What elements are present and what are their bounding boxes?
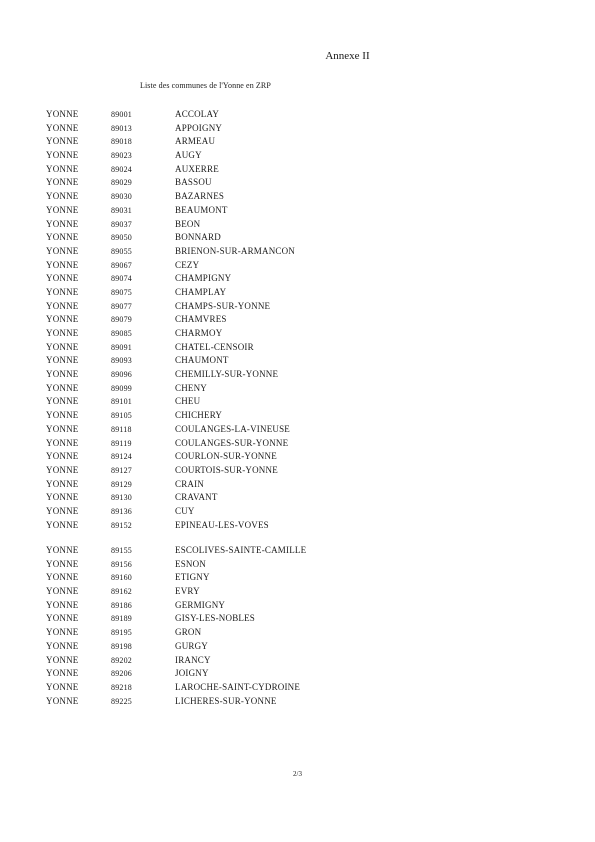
department-cell: YONNE — [46, 627, 79, 638]
department-cell: YONNE — [46, 259, 79, 270]
commune-cell: BONNARD — [175, 232, 221, 243]
code-cell: 89189 — [111, 614, 132, 624]
department-cell: YONNE — [46, 586, 79, 597]
commune-cell: CEZY — [175, 259, 200, 270]
department-cell: YONNE — [46, 232, 79, 243]
table-row — [46, 259, 546, 273]
commune-cell: GISY-LES-NOBLES — [175, 613, 256, 624]
department-cell: YONNE — [46, 492, 79, 503]
department-cell: YONNE — [46, 355, 79, 366]
code-cell: 89074 — [111, 274, 132, 284]
department-cell: YONNE — [46, 382, 79, 393]
table-row — [46, 571, 546, 585]
table-row — [46, 505, 546, 519]
code-cell: 89099 — [111, 383, 132, 393]
commune-cell: ETIGNY — [175, 572, 210, 583]
code-cell: 89136 — [111, 506, 132, 516]
department-cell: YONNE — [46, 545, 79, 555]
table-row — [46, 558, 546, 572]
commune-cell: GRON — [175, 627, 202, 638]
table-row — [46, 695, 546, 709]
department-cell: YONNE — [46, 341, 79, 352]
table-row — [46, 163, 546, 177]
table-row — [46, 681, 546, 695]
commune-cell: CRAVANT — [175, 492, 218, 503]
commune-cell: CHAMVRES — [175, 314, 227, 325]
department-cell: YONNE — [46, 328, 79, 338]
code-cell: 89091 — [111, 342, 132, 352]
code-cell: 89013 — [111, 123, 132, 133]
code-cell: 89031 — [111, 205, 132, 215]
code-cell: 89001 — [111, 110, 132, 119]
department-cell: YONNE — [46, 654, 79, 665]
department-cell: YONNE — [46, 396, 79, 407]
commune-cell: ESCOLIVES-SAINTE-CAMILLE — [175, 545, 307, 555]
department-cell: YONNE — [46, 245, 79, 256]
commune-cell: JOIGNY — [175, 668, 209, 679]
commune-cell: CHARMOY — [175, 328, 223, 338]
commune-cell: GURGY — [175, 640, 209, 651]
commune-cell: LAROCHE-SAINT-CYDROINE — [175, 681, 301, 692]
table-row — [46, 286, 546, 300]
department-cell: YONNE — [46, 505, 79, 516]
table-row — [46, 519, 546, 533]
commune-cell: COULANGES-SUR-YONNE — [175, 437, 289, 448]
code-cell: 89023 — [111, 151, 132, 161]
commune-cell: LICHERES-SUR-YONNE — [175, 695, 277, 706]
code-cell: 89030 — [111, 192, 132, 202]
table-row — [46, 585, 546, 599]
department-cell: YONNE — [46, 163, 79, 174]
table-row — [46, 491, 546, 505]
code-cell: 89077 — [111, 301, 132, 311]
table-row — [46, 599, 546, 613]
table-row — [46, 272, 546, 286]
department-cell: YONNE — [46, 314, 79, 325]
table-row — [46, 544, 546, 558]
table-row — [46, 354, 546, 368]
department-cell: YONNE — [46, 109, 79, 119]
table-row — [46, 612, 546, 626]
commune-cell: CHENY — [175, 382, 207, 393]
code-cell: 89202 — [111, 655, 132, 665]
table-row — [46, 204, 546, 218]
page-title-text: Annexe II — [325, 50, 370, 62]
table-row — [46, 313, 546, 327]
table-row — [46, 640, 546, 654]
code-cell: 89050 — [111, 233, 132, 243]
commune-cell: COURLON-SUR-YONNE — [175, 451, 277, 462]
commune-cell: CHATEL-CENSOIR — [175, 341, 254, 352]
department-cell: YONNE — [46, 369, 79, 380]
department-cell: YONNE — [46, 273, 79, 284]
commune-cell: CHAUMONT — [175, 355, 229, 366]
table-row — [46, 423, 546, 437]
code-cell: 89096 — [111, 370, 132, 380]
table-row — [46, 478, 546, 492]
table-row — [46, 654, 546, 668]
commune-cell: CHICHERY — [175, 410, 223, 421]
page-number: 2/3 — [293, 770, 302, 778]
table-row — [46, 122, 546, 136]
code-cell: 89225 — [111, 696, 132, 706]
code-cell: 89119 — [111, 438, 132, 448]
table-row — [46, 382, 546, 396]
department-cell: YONNE — [46, 437, 79, 448]
commune-cell: CHAMPS-SUR-YONNE — [175, 300, 271, 311]
code-cell: 89127 — [111, 465, 132, 475]
table-row — [46, 108, 546, 122]
code-cell: 89085 — [111, 329, 132, 338]
department-cell: YONNE — [46, 451, 79, 462]
table-row — [46, 464, 546, 478]
table-row — [46, 626, 546, 640]
code-cell: 89075 — [111, 287, 132, 297]
table-row — [46, 327, 546, 341]
department-cell: YONNE — [46, 668, 79, 679]
department-cell: YONNE — [46, 613, 79, 624]
department-cell: YONNE — [46, 300, 79, 311]
table-row — [46, 245, 546, 259]
commune-cell: ACCOLAY — [175, 109, 220, 119]
commune-cell: GERMIGNY — [175, 599, 226, 610]
code-cell: 89018 — [111, 137, 132, 147]
department-cell: YONNE — [46, 136, 79, 147]
department-cell: YONNE — [46, 150, 79, 161]
code-cell: 89195 — [111, 628, 132, 638]
commune-cell: CHAMPLAY — [175, 286, 227, 297]
department-cell: YONNE — [46, 177, 79, 188]
department-cell: YONNE — [46, 681, 79, 692]
department-cell: YONNE — [46, 558, 79, 569]
code-cell: 89160 — [111, 573, 132, 583]
department-cell: YONNE — [46, 218, 79, 229]
commune-table-block-1 — [46, 108, 546, 532]
code-cell: 89105 — [111, 411, 132, 421]
department-cell: YONNE — [46, 191, 79, 202]
commune-cell: CHAMPIGNY — [175, 273, 232, 284]
commune-cell: BRIENON-SUR-ARMANCON — [175, 245, 296, 256]
commune-cell: CUY — [175, 505, 195, 516]
code-cell: 89124 — [111, 452, 132, 462]
code-cell: 89129 — [111, 479, 132, 489]
department-cell: YONNE — [46, 423, 79, 434]
commune-cell: IRANCY — [175, 654, 211, 665]
code-cell: 89118 — [111, 424, 132, 434]
department-cell: YONNE — [46, 695, 79, 706]
department-cell: YONNE — [46, 410, 79, 421]
table-row — [46, 368, 546, 382]
table-row — [46, 409, 546, 423]
commune-cell: EVRY — [175, 586, 200, 597]
page-title — [0, 50, 595, 62]
table-row — [46, 300, 546, 314]
code-cell: 89079 — [111, 315, 132, 325]
commune-cell: BEON — [175, 218, 201, 229]
department-cell: YONNE — [46, 599, 79, 610]
table-row — [46, 667, 546, 681]
commune-cell: BEAUMONT — [175, 204, 228, 215]
document-subtitle: Liste des communes de l'Yonne en ZRP — [140, 81, 271, 90]
table-row — [46, 135, 546, 149]
code-cell: 89156 — [111, 559, 132, 569]
code-cell: 89162 — [111, 587, 132, 597]
code-cell: 89130 — [111, 493, 132, 503]
commune-cell: COURTOIS-SUR-YONNE — [175, 464, 278, 475]
code-cell: 89152 — [111, 520, 132, 530]
table-row — [46, 231, 546, 245]
commune-cell: CRAIN — [175, 478, 205, 489]
table-row — [46, 450, 546, 464]
department-cell: YONNE — [46, 519, 79, 530]
department-cell: YONNE — [46, 572, 79, 583]
code-cell: 89024 — [111, 164, 132, 174]
commune-cell: APPOIGNY — [175, 122, 223, 133]
commune-cell: AUGY — [175, 150, 202, 161]
commune-cell: EPINEAU-LES-VOVES — [175, 519, 269, 530]
department-cell: YONNE — [46, 286, 79, 297]
commune-table-block-2 — [46, 544, 546, 708]
commune-cell: AUXERRE — [175, 163, 219, 174]
commune-cell: BAZARNES — [175, 191, 225, 202]
commune-cell: ARMEAU — [175, 136, 216, 147]
department-cell: YONNE — [46, 204, 79, 215]
code-cell: 89198 — [111, 641, 132, 651]
code-cell: 89093 — [111, 356, 132, 366]
commune-cell: CHEU — [175, 396, 201, 407]
department-cell: YONNE — [46, 464, 79, 475]
code-cell: 89206 — [111, 669, 132, 679]
commune-cell: COULANGES-LA-VINEUSE — [175, 423, 290, 434]
table-row — [46, 341, 546, 355]
code-cell: 89186 — [111, 600, 132, 610]
code-cell: 89218 — [111, 682, 132, 692]
code-cell: 89037 — [111, 219, 132, 229]
department-cell: YONNE — [46, 478, 79, 489]
commune-cell: BASSOU — [175, 177, 212, 188]
commune-cell: ESNON — [175, 558, 207, 569]
code-cell: 89055 — [111, 246, 132, 256]
code-cell: 89067 — [111, 260, 132, 270]
department-cell: YONNE — [46, 122, 79, 133]
table-row — [46, 437, 546, 451]
code-cell: 89101 — [111, 397, 132, 407]
code-cell: 89029 — [111, 178, 132, 188]
code-cell: 89155 — [111, 546, 132, 555]
table-row — [46, 149, 546, 163]
table-row — [46, 218, 546, 232]
table-row — [46, 395, 546, 409]
table-row — [46, 190, 546, 204]
commune-cell: CHEMILLY-SUR-YONNE — [175, 369, 279, 380]
department-cell: YONNE — [46, 640, 79, 651]
table-row — [46, 176, 546, 190]
